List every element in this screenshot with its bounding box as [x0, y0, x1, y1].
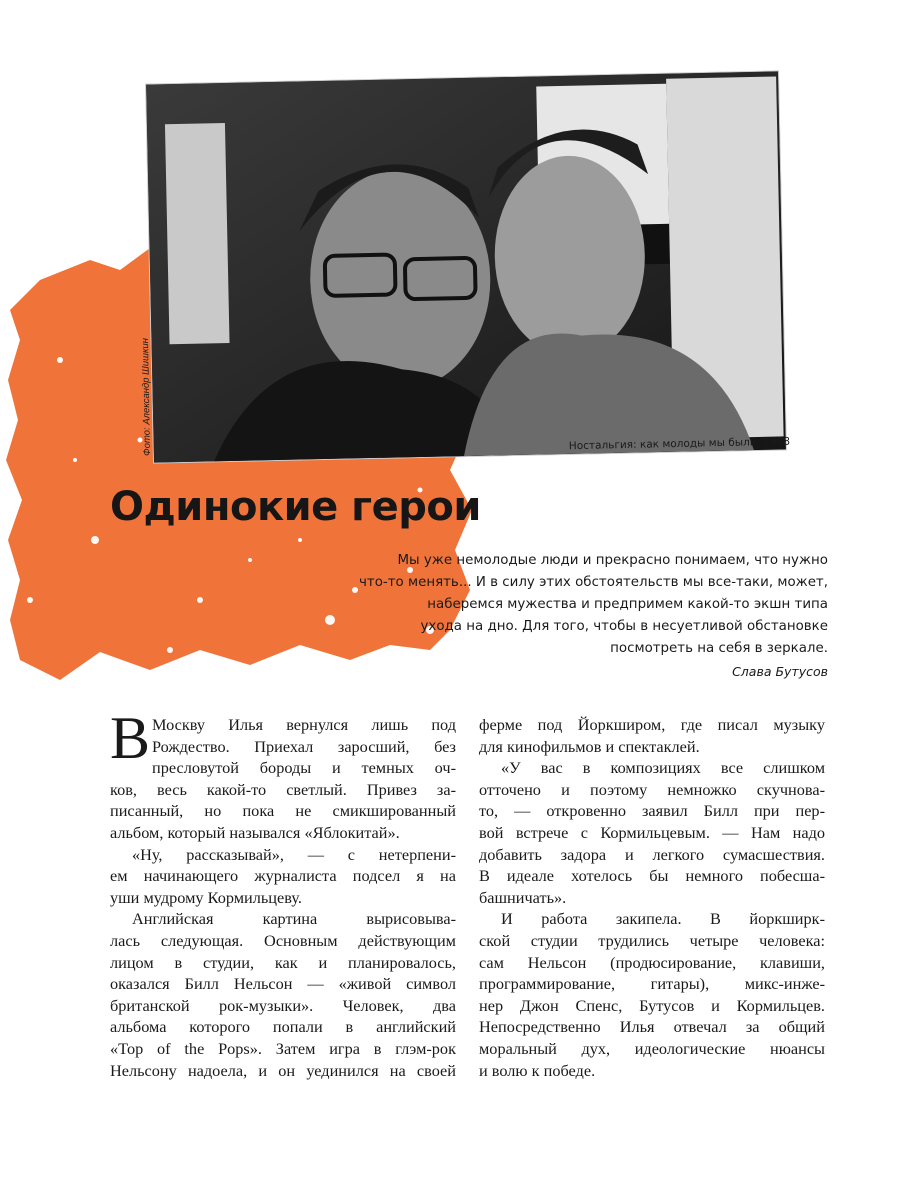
epigraph-line: наберемся мужества и предпримем какой-то экшн типа [427, 597, 828, 612]
text-line: лицом в студии, как и планировалось, [110, 952, 456, 972]
epigraph-line: ухода на дно. Для того, чтобы в несуетливой обстановке [420, 619, 828, 634]
text-line: добавить задора и легкого сумасшествия. [479, 844, 825, 864]
text-line: И работа закипела. В йоркширк- [501, 909, 825, 929]
drop-cap: В [110, 705, 151, 771]
text-line: башничать». [479, 887, 567, 907]
text-line: ской студии трудились четыре человека: [479, 930, 825, 950]
text-line: «Top of the Pops». Затем игра в глэм-рок [110, 1038, 456, 1058]
photo-credit: Фото: Александр Шишкин [139, 337, 153, 456]
text-line: «Ну, рассказывай», — с нетерпени- [132, 844, 456, 864]
text-line: писанный, но пока не смикшированный [110, 801, 456, 821]
text-line: отточено и поэтому немножко скучнова- [479, 779, 825, 799]
epigraph-line: посмотреть на себя в зеркале. [610, 641, 828, 656]
text-line: оказался Билл Нельсон — «живой символ [110, 974, 456, 994]
photo-caption: Ностальгия: как молоды мы были, 1988 [568, 435, 791, 453]
article-column-left [110, 705, 456, 1081]
text-line: ем начинающего журналиста подсел я на [110, 866, 456, 886]
article-title: Одинокие герои [110, 484, 481, 530]
text-line: для кинофильмов и спектаклей. [479, 736, 700, 756]
epigraph-line: что-то менять... И в силу этих обстоятельств мы все-таки, может, [359, 575, 828, 590]
text-line: В идеале хотелось бы немного побесша- [479, 866, 825, 886]
text-line: уши мудрому Кормильцеву. [110, 887, 302, 907]
epigraph-author: Слава Бутусов [732, 664, 828, 679]
text-line: то, — откровенно заявил Билл при пер- [479, 801, 825, 821]
text-line: Непосредственно Илья отвечал за общий [479, 1017, 825, 1037]
text-line: лась следующая. Основным действующим [110, 930, 456, 950]
epigraph [340, 550, 828, 660]
text-line: вой встрече с Кормильцевым. — Нам надо [479, 822, 825, 842]
text-line: и волю к победе. [479, 1060, 596, 1080]
epigraph-line: Мы уже немолодые люди и прекрасно понимаем, что нужно [397, 553, 828, 568]
text-line: «У вас в композициях все слишком [501, 758, 825, 778]
text-line: нер Джон Спенс, Бутусов и Кормильцев. [479, 995, 825, 1015]
text-line: ферме под Йоркширом, где писал музыку [479, 715, 825, 734]
text-line: сам Нельсон (продюсирование, клавиши, [479, 952, 825, 972]
text-line: Москву Илья вернулся лишь под [152, 715, 456, 734]
text-line: моральный дух, идеологические нюансы [479, 1038, 825, 1058]
text-line: ков, весь какой-то светлый. Привез за- [110, 779, 456, 799]
photo [146, 71, 786, 462]
article-column-right [479, 714, 825, 1081]
text-line: программирование, гитары), микс-инже- [479, 974, 825, 994]
text-line: Нельсону надоела, и он уединился на своей [110, 1060, 456, 1080]
text-line: британской рок-музыки». Человек, два [110, 995, 456, 1015]
text-line: альбома которого попали в английский [110, 1017, 456, 1037]
text-line: альбом, который назывался «Яблокитай». [110, 822, 400, 842]
text-line: Рождество. Приехал заросший, без [152, 736, 456, 756]
text-line: пресловутой бороды и темных оч- [152, 758, 456, 778]
text-line: Английская картина вырисовыва- [132, 909, 456, 929]
